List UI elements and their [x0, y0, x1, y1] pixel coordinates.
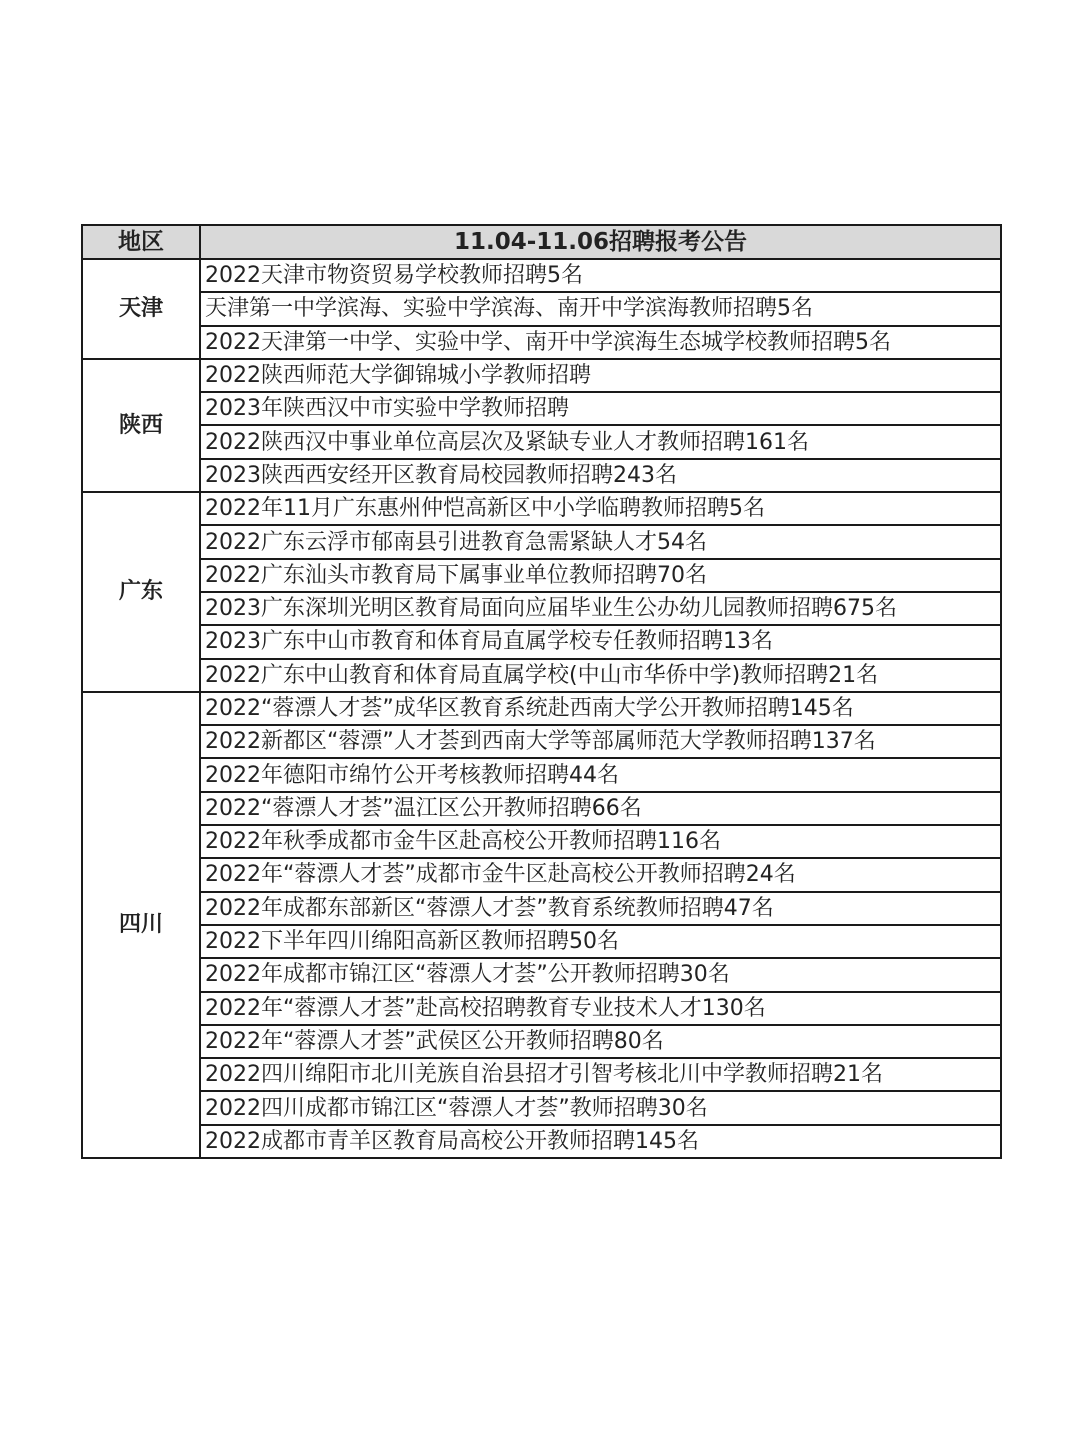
table-row	[82, 925, 1001, 958]
notice-cell: 2022四川绵阳市北川羌族自治县招才引智考核北川中学教师招聘21名	[200, 1058, 1001, 1091]
notice-cell: 2023陕西西安经开区教育局校园教师招聘243名	[200, 459, 1001, 492]
table-header-row	[82, 225, 1001, 259]
table-row	[82, 459, 1001, 492]
notice-cell: 2022广东中山教育和体育局直属学校(中山市华侨中学)教师招聘21名	[200, 659, 1001, 692]
table-row	[82, 559, 1001, 592]
table-row	[82, 1091, 1001, 1124]
table-row	[82, 525, 1001, 558]
table-row	[82, 359, 1001, 392]
notice-cell: 2022“蓉漂人才荟”温江区公开教师招聘66名	[200, 792, 1001, 825]
table-row	[82, 825, 1001, 858]
notice-cell: 2022广东汕头市教育局下属事业单位教师招聘70名	[200, 559, 1001, 592]
recruitment-notice-table	[81, 224, 1002, 1159]
notice-cell: 2022新都区“蓉漂”人才荟到西南大学等部属师范大学教师招聘137名	[200, 725, 1001, 758]
notice-cell: 2022年“蓉漂人才荟”武侯区公开教师招聘80名	[200, 1025, 1001, 1058]
notice-cell: 2023年陕西汉中市实验中学教师招聘	[200, 392, 1001, 425]
notice-cell: 2022年成都市锦江区“蓉漂人才荟”公开教师招聘30名	[200, 958, 1001, 991]
table-row	[82, 758, 1001, 791]
notice-cell: 2022天津第一中学、实验中学、南开中学滨海生态城学校教师招聘5名	[200, 326, 1001, 359]
region-column-header: 地区	[82, 225, 200, 259]
notice-cell: 2022年“蓉漂人才荟”赴高校招聘教育专业技术人才130名	[200, 992, 1001, 1025]
notice-cell: 2023广东中山市教育和体育局直属学校专任教师招聘13名	[200, 625, 1001, 658]
table-row	[82, 992, 1001, 1025]
notice-cell: 2022成都市青羊区教育局高校公开教师招聘145名	[200, 1125, 1001, 1158]
table-row	[82, 958, 1001, 991]
notice-cell: 2022陕西师范大学御锦城小学教师招聘	[200, 359, 1001, 392]
notice-cell: 2022天津市物资贸易学校教师招聘5名	[200, 259, 1001, 292]
table-row	[82, 392, 1001, 425]
notice-cell: 2022年成都东部新区“蓉漂人才荟”教育系统教师招聘47名	[200, 892, 1001, 925]
notice-cell: 2022年秋季成都市金牛区赴高校公开教师招聘116名	[200, 825, 1001, 858]
notice-cell: 2022年德阳市绵竹公开考核教师招聘44名	[200, 758, 1001, 791]
table-row	[82, 1125, 1001, 1158]
notice-cell: 天津第一中学滨海、实验中学滨海、南开中学滨海教师招聘5名	[200, 292, 1001, 325]
table-row	[82, 725, 1001, 758]
table-row	[82, 858, 1001, 891]
table-row	[82, 1025, 1001, 1058]
notice-column-header: 11.04-11.06招聘报考公告	[200, 225, 1001, 259]
region-cell: 天津	[82, 259, 200, 359]
region-cell: 广东	[82, 492, 200, 692]
table-row	[82, 659, 1001, 692]
table-row	[82, 592, 1001, 625]
table-row	[82, 492, 1001, 525]
notice-cell: 2022年11月广东惠州仲恺高新区中小学临聘教师招聘5名	[200, 492, 1001, 525]
table-row	[82, 692, 1001, 725]
table-row	[82, 1058, 1001, 1091]
notice-cell: 2022陕西汉中事业单位高层次及紧缺专业人才教师招聘161名	[200, 425, 1001, 458]
notice-cell: 2022广东云浮市郁南县引进教育急需紧缺人才54名	[200, 525, 1001, 558]
table-row	[82, 259, 1001, 292]
table-row	[82, 425, 1001, 458]
table-body	[82, 259, 1001, 1158]
table-row	[82, 625, 1001, 658]
table-row	[82, 792, 1001, 825]
table-row	[82, 292, 1001, 325]
notice-cell: 2022四川成都市锦江区“蓉漂人才荟”教师招聘30名	[200, 1091, 1001, 1124]
notice-cell: 2022“蓉漂人才荟”成华区教育系统赴西南大学公开教师招聘145名	[200, 692, 1001, 725]
notice-cell: 2022年“蓉漂人才荟”成都市金牛区赴高校公开教师招聘24名	[200, 858, 1001, 891]
region-cell: 四川	[82, 692, 200, 1158]
table-row	[82, 326, 1001, 359]
region-cell: 陕西	[82, 359, 200, 492]
notice-cell: 2023广东深圳光明区教育局面向应届毕业生公办幼儿园教师招聘675名	[200, 592, 1001, 625]
notice-cell: 2022下半年四川绵阳高新区教师招聘50名	[200, 925, 1001, 958]
table-row	[82, 892, 1001, 925]
